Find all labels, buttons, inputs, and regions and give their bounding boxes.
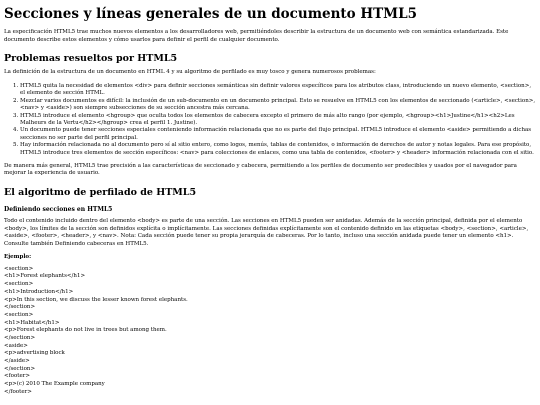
- problems-list: [4, 83, 536, 157]
- list-item: 5. Hay información relacionada no al documento pero sí al sitio entero, como logos, menús, tablas de contenidos, o información de derechos de autor y notas legales. Para ese propósito, HTML5 introduce tres elementos de sección específicos: <nav> para colecciones de enlaces, como una tabla de contenidos, <footer> y <header> información relacionada con el sitio.: [20, 142, 536, 157]
- sections-body: Todo el contenido incluido dentro del elemento <body> es parte de una sección. Las secciones en HTML5 pueden ser anidadas. Además de la sección principal, definida por el elemento <body>, los límites de la sección son definidos explícita o implícitamente. Las secciones definidas explícitamente son el contenido definido en las etiquetas <body>, <section>, <article>, <aside>, <footer>, <header>, y <nav>. Nota: Cada sección puede tener su propia jerarquía de cabeceras. Por lo tanto, incluso una sección anidada puede tener un elemento <h1>. Consulte también Definiendo cabeceras en HTML5.: [4, 218, 529, 247]
- page-title: Secciones y líneas generales de un documento HTML5: [4, 6, 417, 22]
- code-line: <footer>: [4, 373, 30, 380]
- code-line: </section>: [4, 334, 36, 341]
- section-heading-problems: Problemas resueltos por HTML5: [4, 53, 178, 65]
- code-line: <section>: [4, 281, 34, 288]
- code-line: <h1>Introduction</h1>: [4, 288, 74, 295]
- list-item: 1. HTML5 quita la necesidad de elementos <div> para definir secciones semánticas sin definir valores específicos para los atributos class, introduciendo un nuevo elemento, <section>, el elemento de sección HTML.: [20, 83, 536, 98]
- section-heading-algorithm: El algoritmo de perfilado de HTML5: [4, 186, 197, 198]
- example-label: Ejemplo:: [4, 254, 32, 261]
- list-item: 4. Un documento puede tener secciones especiales conteniendo información relacionada que no es parte del flujo principal. HTML5 introduce el elemento <aside> permitiendo a dichas secciones no ser parte del perfil principal.: [20, 127, 536, 142]
- code-line: </footer>: [4, 388, 32, 395]
- code-line: </section>: [4, 304, 36, 311]
- code-line: <p>In this section, we discuss the lesser known forest elephants.: [4, 296, 188, 303]
- subheading-defining-sections: Definiendo secciones en HTML5: [4, 206, 113, 214]
- problems-lead: La definición de la estructura de un documento en HTML 4 y su algoritmo de perfilado es muy tosco y genera numerosos problemas:: [4, 69, 376, 76]
- code-line: <section>: [4, 311, 34, 318]
- code-line: <p>advertising block: [4, 350, 65, 357]
- code-line: </aside>: [4, 358, 30, 365]
- code-line: <h1>Habitat</h1>: [4, 319, 60, 326]
- code-line: <h1>Forest elephants</h1>: [4, 273, 86, 280]
- problems-conclusion: De manera más general, HTML5 trae precisión a las características de seccionado y cabecera, permitiendo a los perfiles de documento ser predecibles y usados por el navegador para mejorar la experiencia de usuario.: [4, 163, 517, 177]
- code-line: <p>Forest elephants do not live in trees but among them.: [4, 327, 167, 334]
- intro-paragraph: La especificación HTML5 trae muchos nuevos elementos a los desarrolladores web, permitiéndoles describir la estructura de un documento web con semántica estandarizada. Este documento describe estos elementos y cómo usarlos para definir el perfil de cualquier documento.: [4, 29, 509, 43]
- code-line: <aside>: [4, 342, 28, 349]
- code-line: <section>: [4, 265, 34, 272]
- list-item: 3. HTML5 introduce el elemento <hgroup> que oculta todos los elementos de cabecera excepto el primero de más alto rango (por ejemplo, <hgroup><h1>Justine</h1><h2>Les Malheurs de la Vertu</h2></hgroup> crea el perfil 1. Justine).: [20, 113, 536, 128]
- code-line: <p>(c) 2010 The Example company: [4, 381, 105, 388]
- code-line: </section>: [4, 365, 36, 372]
- list-item: 2. Mezclar varios documentos es difícil: la inclusión de un sub-documento en un documento principal. Esto se resuelve en HTML5 con los elementos de seccionado (<article>, <section>, <nav> y <aside>) son siempre subsecciones de su sección ancestra más cercana.: [20, 98, 536, 113]
- code-example: [4, 266, 536, 397]
